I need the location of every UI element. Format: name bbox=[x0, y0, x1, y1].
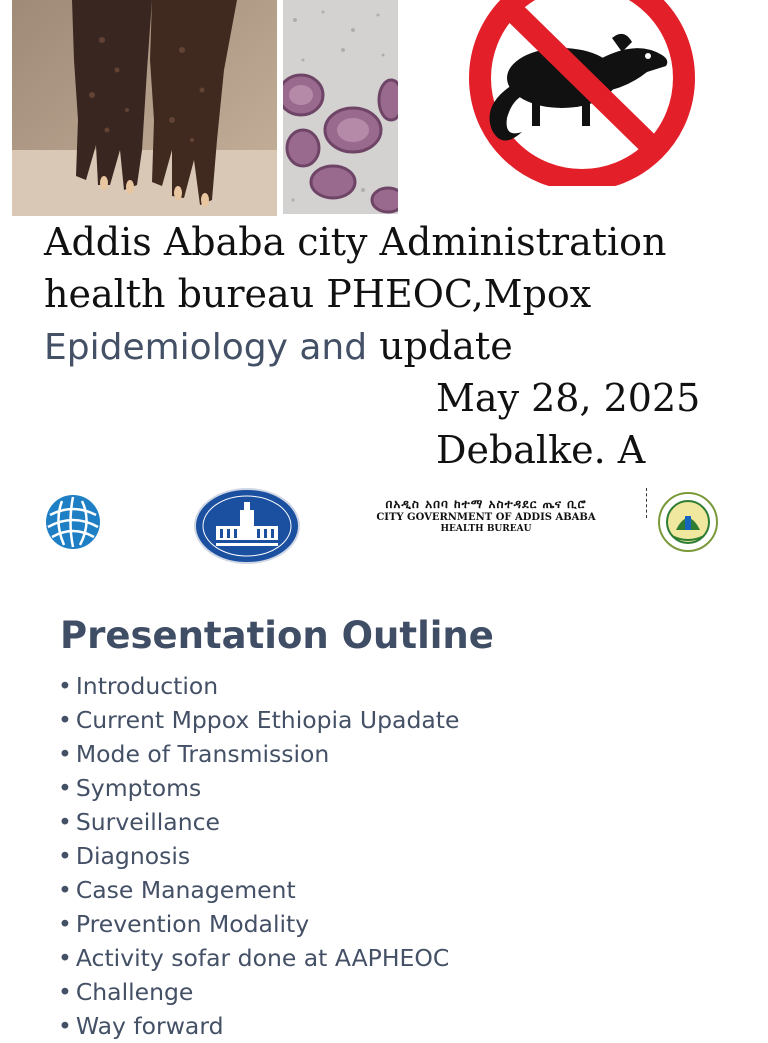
mpox-virus-image bbox=[283, 0, 398, 214]
hands-photo bbox=[12, 0, 277, 216]
ephi-logo-icon bbox=[658, 492, 718, 552]
outline-item: • Current Mppox Ethiopia Upadate bbox=[58, 703, 459, 737]
no-rodents-sign-icon bbox=[452, 0, 714, 186]
outline-item: • Introduction bbox=[58, 669, 459, 703]
no-rodents-sign bbox=[452, 0, 714, 186]
outline-item: • Surveillance bbox=[58, 805, 459, 839]
outline-list bbox=[58, 669, 459, 1043]
title-update-text: update bbox=[379, 324, 513, 368]
outline-item: • Way forward bbox=[58, 1009, 459, 1043]
globe-network-logo bbox=[44, 495, 102, 549]
outline-item: • Challenge bbox=[58, 975, 459, 1009]
outline-item: • Diagnosis bbox=[58, 839, 459, 873]
title-line-3 bbox=[44, 320, 513, 374]
hands-with-lesions-image bbox=[12, 0, 277, 216]
city-health-bureau-banner bbox=[330, 496, 642, 560]
presentation-date: May 28, 2025 bbox=[436, 376, 701, 420]
health-bureau-text: HEALTH BUREAU bbox=[440, 524, 532, 534]
city-government-text: CITY GOVERNMENT OF ADDIS ABABA bbox=[376, 512, 596, 523]
outline-item: • Prevention Modality bbox=[58, 907, 459, 941]
presenter-name: Debalke. A bbox=[436, 428, 646, 472]
city-government-seal-icon bbox=[194, 488, 300, 564]
title-line-2: health bureau PHEOC,Mpox bbox=[44, 272, 592, 316]
outline-item: • Mode of Transmission bbox=[58, 737, 459, 771]
outline-heading: Presentation Outline bbox=[60, 614, 494, 657]
globe-network-logo-icon bbox=[44, 495, 102, 549]
city-seal-logo bbox=[194, 488, 300, 564]
virus-micrograph bbox=[283, 0, 398, 214]
amharic-bureau-name: በአዲስ አበባ ከተማ አስተዳደር ጤና ቢሮ bbox=[385, 497, 587, 511]
banner-divider bbox=[646, 488, 648, 518]
outline-item: • Activity sofar done at AAPHEOC bbox=[58, 941, 459, 975]
outline-item: • Case Management bbox=[58, 873, 459, 907]
title-line-1: Addis Ababa city Administration bbox=[44, 220, 667, 264]
title-epidemiology-text: Epidemiology and bbox=[44, 327, 368, 368]
ephi-logo bbox=[658, 492, 718, 552]
outline-item: • Symptoms bbox=[58, 771, 459, 805]
